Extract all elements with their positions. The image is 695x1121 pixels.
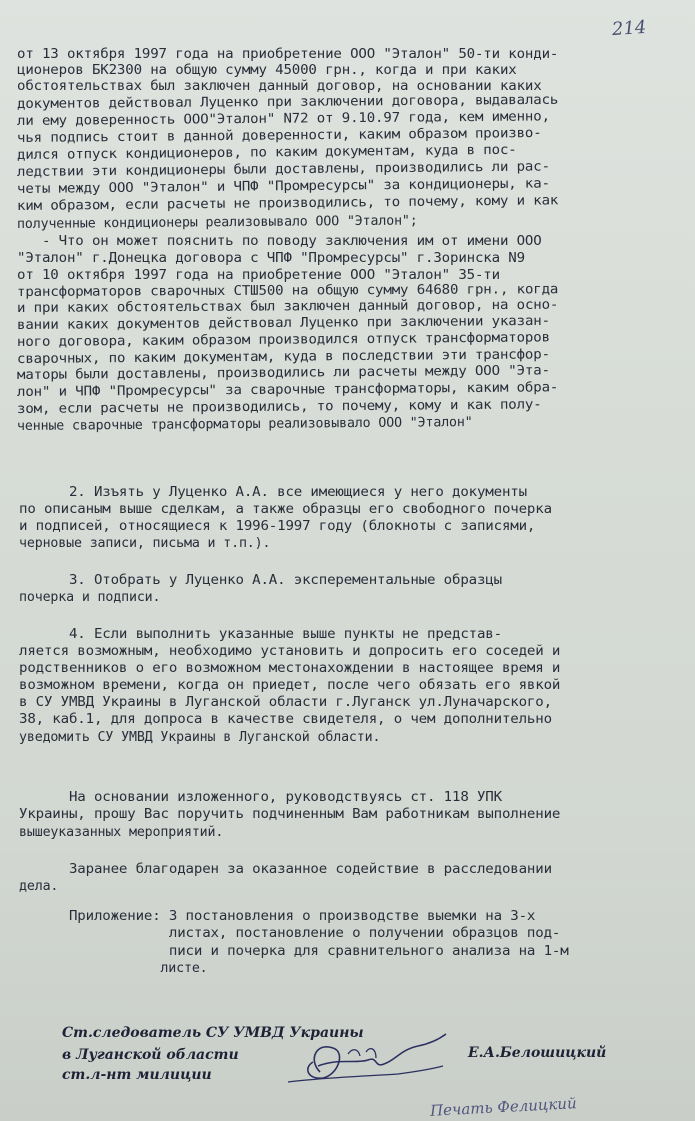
- body-line: вышеуказанных мероприятий.: [19, 825, 224, 840]
- body-line: документов действовал Луценко при заключении договора, выдавалась: [16, 92, 559, 112]
- body-line: в СУ УМВД Украины в Луганской области г.Луганск ул.Луначарского,: [19, 695, 552, 710]
- signer-title-line-1: Ст.следователь СУ УМВД Украины: [62, 1025, 364, 1041]
- body-line: Заранее благодарен за оказанное содействие в расследовании: [19, 862, 552, 877]
- body-line: по описаным выше сделкам, а также образцы его свободного почерка: [19, 502, 552, 517]
- body-line: уведомить СУ УМВД Украины в Луганской области.: [19, 730, 381, 745]
- body-line: ляется возможным, необходимо установить и допросить его соседей и: [19, 644, 561, 659]
- body-line: от 10 октября 1997 года на приобретение ООО "Эталон" 35-ти: [17, 268, 500, 283]
- handwritten-signature: [278, 1020, 448, 1095]
- body-line: ледствии эти кондиционеры были доставлены, производились ли рас-: [16, 159, 550, 180]
- body-line: почерка и подписи.: [19, 590, 161, 605]
- page-number: 214: [611, 16, 648, 41]
- body-line: Украины, прошу Вас поручить подчиненным Вам работникам выполнение: [19, 807, 561, 822]
- body-line: ного договора, каким образом производился отпуск трансформаторов: [16, 330, 550, 350]
- body-line: листах, постановление о получении образцов под-: [19, 926, 561, 941]
- body-line: ким образом, если расчеты не производились, то почему, кому и как: [16, 193, 559, 214]
- body-line: полученные кондиционеры реализовывало ООО "Эталон";: [16, 213, 418, 232]
- body-line: чья подпись стоит в данной доверенности, каким образом произво-: [16, 125, 542, 146]
- body-line: родственников о его возможном местонахождении в настоящее время и: [19, 661, 561, 676]
- body-line: 2. Изъять у Луценко А.А. все имеющиеся у него документы: [19, 485, 527, 500]
- body-line: Приложение: 3 постановления о производстве выемки на 3-х: [19, 909, 536, 924]
- signer-title-line-2: в Луганской области: [62, 1047, 239, 1063]
- body-line: от 13 октября 1997 года на приобретение ООО "Эталон" 50-ти конди-: [17, 47, 559, 62]
- body-line: сварочных, по каким документам, куда в последствии эти трансфор-: [16, 347, 550, 367]
- body-line: возможном времени, когда он приедет, после чего обязать его явкой: [19, 678, 561, 693]
- body-line: черновые записи, письма и т.п.).: [19, 536, 271, 551]
- body-line: вании каких документов действовал Луценко при заключении указан-: [16, 313, 550, 333]
- body-line: маторы были доставлены, производились ли расчеты между ООО "Эта-: [16, 363, 550, 383]
- body-line: и при каких обстоятельствах был заключен данный договор, на осно-: [16, 297, 559, 316]
- body-line: 4. Если выполнить указанные выше пункты не представ-: [19, 627, 502, 642]
- signer-title-line-3: ст.л-нт милиции: [62, 1067, 212, 1083]
- body-line: "Эталон" г.Донецка договора с ЧПФ "Промресурсы" г.Зоринска N9: [17, 251, 525, 266]
- body-line: писи и почерка для сравнительного анализа на 1-м: [19, 944, 569, 959]
- body-line: листе.: [19, 961, 208, 976]
- body-line: и подписей, относящиеся к 1996-1997 году (блокноты с записями,: [19, 519, 536, 534]
- body-line: ченные сварочные трансформаторы реализовывало ООО "Эталон": [16, 415, 473, 434]
- body-line: - Что он может пояснить по поводу заключения им от имени ООО: [17, 234, 542, 249]
- body-line: зом, если расчеты не производились, то почему, кому и как полу-: [16, 397, 542, 417]
- body-line: трансформаторов сварочных СТШ500 на общую сумму 64680 грн., когда: [16, 282, 559, 300]
- body-line: четы между ООО "Эталон" и ЧПФ "Промресурсы" за кондиционеры, ка-: [16, 176, 550, 197]
- body-line: обстоятельствах был заключен данный договор, на основании каких: [17, 79, 542, 94]
- body-line: На основании изложенного, руководствуясь ст. 118 УПК: [19, 790, 502, 805]
- body-line: дела.: [19, 879, 59, 894]
- signer-name: Е.А.Белошицкий: [468, 1045, 607, 1061]
- body-line: 38, каб.1, для допроса в качестве свидетеля, о чем дополнительно: [19, 712, 552, 727]
- body-line: 3. Отобрать у Луценко А.А. эксперементальные образцы: [19, 573, 502, 588]
- bottom-handwritten-note: Печать Фелицкий: [429, 1094, 578, 1120]
- body-line: лон" и ЧПФ "Промресурсы" за сварочные трансформаторы, каким обра-: [16, 380, 559, 400]
- body-line: ли ему доверенность ООО"Эталон" N72 от 9.10.97 года, кем именно,: [16, 109, 550, 129]
- body-line: дился отпуск кондиционеров, по каким документам, куда в пос-: [16, 142, 517, 163]
- body-line: ционеров БК2300 на общую сумму 45000 грн., когда и при каких: [17, 63, 517, 78]
